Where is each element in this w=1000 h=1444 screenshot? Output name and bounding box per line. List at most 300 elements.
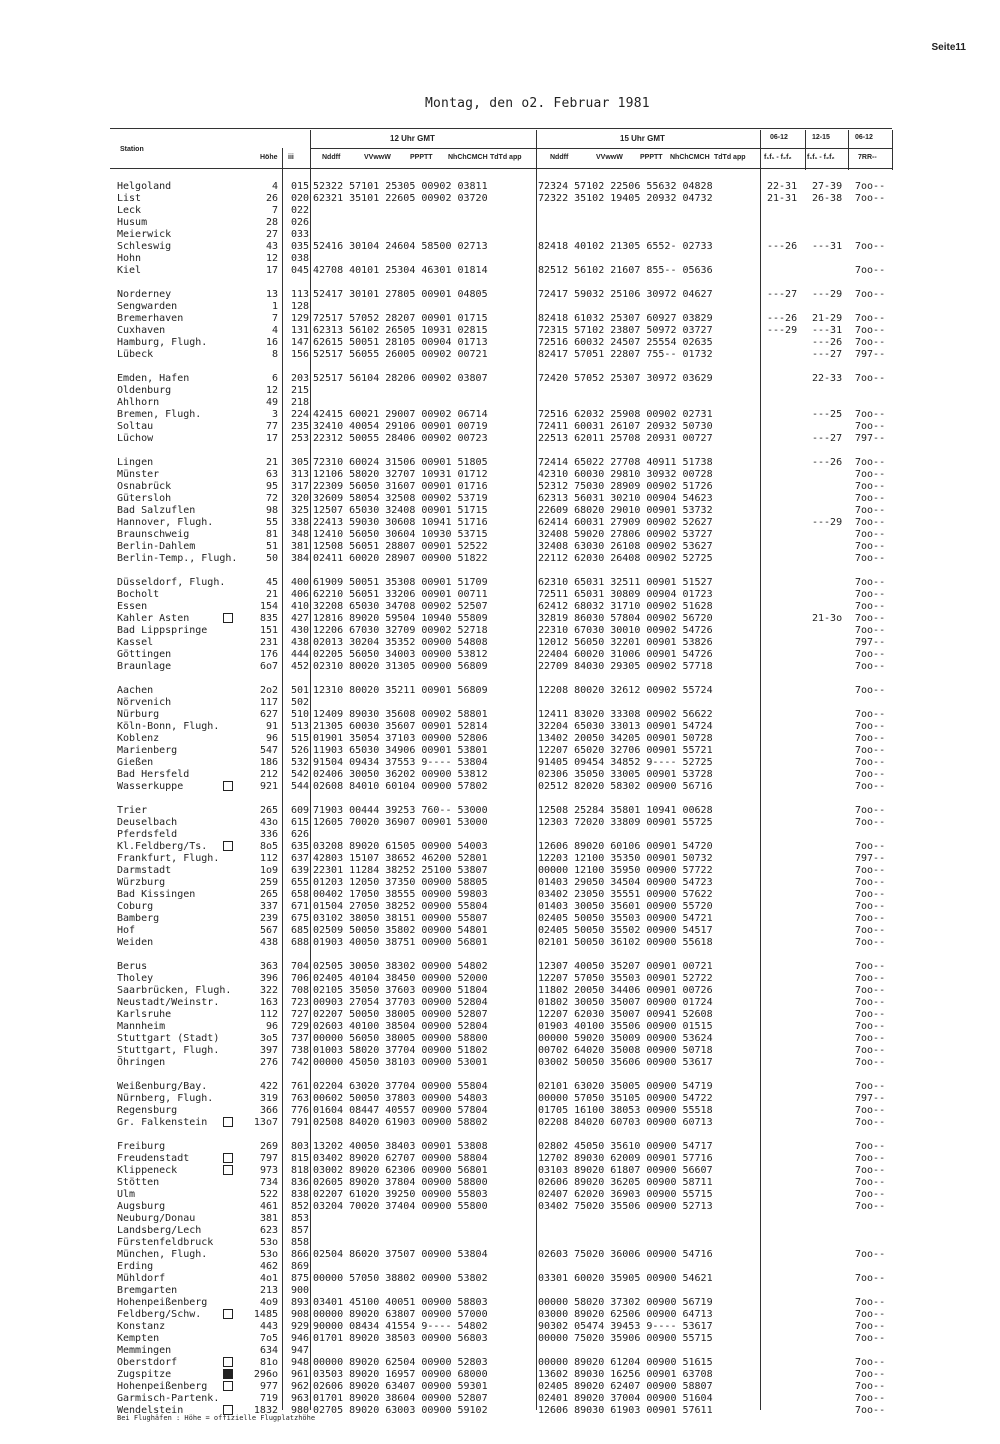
station-height: 12 xyxy=(265,385,278,396)
precip-06-12: 797-- xyxy=(855,1093,886,1104)
station-height: 319 xyxy=(259,1093,278,1104)
station-height: 259 xyxy=(259,877,278,888)
header-c1: 06-12 xyxy=(770,134,788,141)
precip-06-12: 7oo-- xyxy=(855,241,886,252)
obs-12utc: 42415 60021 29007 00902 06714 xyxy=(313,409,488,420)
obs-12utc: 01701 89020 38503 00900 56803 xyxy=(313,1333,488,1344)
obs-15utc: 12606 89030 61903 00901 57611 xyxy=(538,1405,713,1416)
station-id: 317 xyxy=(291,481,310,492)
station-id: 893 xyxy=(291,1297,310,1308)
station-name: Bremgarten xyxy=(117,1285,178,1296)
obs-15utc: 82512 56102 21607 855-- 05636 xyxy=(538,265,713,276)
wind-12-15: ---26 xyxy=(812,337,843,348)
wind-06-12: ---26 xyxy=(767,241,798,252)
precip-06-12: 7oo-- xyxy=(855,925,886,936)
obs-12utc: 02508 84020 61903 00900 58802 xyxy=(313,1117,488,1128)
station-name: Oberstdorf xyxy=(117,1357,178,1368)
station-id: 147 xyxy=(291,337,310,348)
station-height: 422 xyxy=(259,1081,278,1092)
obs-12utc: 32410 40054 29106 00901 00719 xyxy=(313,421,488,432)
station-name: Nürburg xyxy=(117,709,160,720)
station-name: Gütersloh xyxy=(117,493,172,504)
obs-12utc: 01003 58020 37704 00900 51802 xyxy=(313,1045,488,1056)
station-name: Aachen xyxy=(117,685,154,696)
station-id: 544 xyxy=(291,781,310,792)
station-height: 112 xyxy=(259,853,278,864)
station-name: Hannover, Flugh. xyxy=(117,517,214,528)
station-id: 348 xyxy=(291,529,310,540)
station-height: 269 xyxy=(259,1141,278,1152)
station-name: Emden, Hafen xyxy=(117,373,190,384)
station-name: Bamberg xyxy=(117,913,160,924)
obs-15utc: 02101 63020 35005 00900 54719 xyxy=(538,1081,713,1092)
station-height: 51 xyxy=(265,541,278,552)
station-name: Ulm xyxy=(117,1189,136,1200)
station-name: Klippeneck xyxy=(117,1165,178,1176)
station-name: Darmstadt xyxy=(117,865,172,876)
obs-12utc: 12410 56050 30604 10930 53715 xyxy=(313,529,488,540)
precip-06-12: 7oo-- xyxy=(855,1033,886,1044)
obs-15utc: 02401 89020 37004 00900 51604 xyxy=(538,1393,713,1404)
col-divider xyxy=(892,130,893,170)
obs-15utc: 00000 59020 35009 00900 53624 xyxy=(538,1033,713,1044)
station-name: Koblenz xyxy=(117,733,160,744)
station-name: Kassel xyxy=(117,637,154,648)
station-height: 55 xyxy=(265,517,278,528)
station-name: Freiburg xyxy=(117,1141,166,1152)
obs-15utc: 62310 65031 32511 00901 51527 xyxy=(538,577,713,588)
obs-12utc: 61909 50051 35308 00901 51709 xyxy=(313,577,488,588)
precip-06-12: 7oo-- xyxy=(855,985,886,996)
station-name: Kiel xyxy=(117,265,142,276)
obs-15utc: 00000 12100 35950 00900 57722 xyxy=(538,865,713,876)
obs-12utc: 02205 56050 34003 00900 53812 xyxy=(313,649,488,660)
obs-15utc: 02603 75020 36006 00900 54716 xyxy=(538,1249,713,1260)
station-height: 381 xyxy=(259,1213,278,1224)
obs-12utc: 52416 30104 24604 58500 02713 xyxy=(313,241,488,252)
obs-12utc: 71903 00444 39253 760-- 53000 xyxy=(313,805,488,816)
station-height: 4 xyxy=(271,181,278,192)
obs-12utc: 12605 70020 36907 00901 53000 xyxy=(313,817,488,828)
station-height: 438 xyxy=(259,937,278,948)
obs-12utc: 03208 89020 61505 00900 54003 xyxy=(313,841,488,852)
precip-06-12: 797-- xyxy=(855,433,886,444)
station-height: 719 xyxy=(259,1393,278,1404)
obs-12utc: 03503 89020 16957 00900 68000 xyxy=(313,1369,488,1380)
precip-06-12: 7oo-- xyxy=(855,1405,886,1416)
precip-06-12: 7oo-- xyxy=(855,1105,886,1116)
precip-06-12: 7oo-- xyxy=(855,553,886,564)
station-name: Landsberg/Lech xyxy=(117,1225,202,1236)
obs-12utc: 62615 50051 28105 00904 01713 xyxy=(313,337,488,348)
mountain-station-marker xyxy=(223,1369,233,1379)
wind-12-15: ---31 xyxy=(812,325,843,336)
station-name: Wasserkuppe xyxy=(117,781,184,792)
precip-06-12: 7oo-- xyxy=(855,1021,886,1032)
obs-12utc: 12816 89020 59504 10940 55809 xyxy=(313,613,488,624)
station-id: 113 xyxy=(291,289,310,300)
header-col2: VVwwW xyxy=(364,154,391,161)
obs-15utc: 13402 20050 34205 00901 50728 xyxy=(538,733,713,744)
station-name: Bremen, Flugh. xyxy=(117,409,202,420)
obs-12utc: 02204 63020 37704 00900 55804 xyxy=(313,1081,488,1092)
obs-15utc: 02208 84020 60703 00900 60713 xyxy=(538,1117,713,1128)
obs-15utc: 91405 09454 34852 9---- 52725 xyxy=(538,757,713,768)
station-id: 338 xyxy=(291,517,310,528)
station-name: Köln-Bonn, Flugh. xyxy=(117,721,220,732)
station-id: 026 xyxy=(291,217,310,228)
obs-15utc: 62313 56031 30210 00904 54623 xyxy=(538,493,713,504)
header-iii: iii xyxy=(288,154,294,161)
station-name: Regensburg xyxy=(117,1105,178,1116)
obs-15utc: 72417 59032 25106 30972 04627 xyxy=(538,289,713,300)
obs-12utc: 03204 70020 37404 00900 55800 xyxy=(313,1201,488,1212)
station-id: 128 xyxy=(291,301,310,312)
station-name: Göttingen xyxy=(117,649,172,660)
precip-06-12: 7oo-- xyxy=(855,1357,886,1368)
mountain-station-marker xyxy=(223,1165,233,1175)
station-height: 13o7 xyxy=(253,1117,278,1128)
station-id: 325 xyxy=(291,505,310,516)
obs-12utc: 02705 89020 63003 00900 59102 xyxy=(313,1405,488,1416)
station-height: 63 xyxy=(265,469,278,480)
station-height: 973 xyxy=(259,1165,278,1176)
station-id: 961 xyxy=(291,1369,310,1380)
precip-06-12: 7oo-- xyxy=(855,1009,886,1020)
precip-06-12: 7oo-- xyxy=(855,1141,886,1152)
station-name: Braunschweig xyxy=(117,529,190,540)
precip-06-12: 7oo-- xyxy=(855,457,886,468)
page-label: Seite11 xyxy=(931,42,966,53)
obs-12utc: 62321 35101 22605 00902 03720 xyxy=(313,193,488,204)
station-name: Gießen xyxy=(117,757,154,768)
station-height: 396 xyxy=(259,973,278,984)
station-height: 213 xyxy=(259,1285,278,1296)
wind-12-15: ---27 xyxy=(812,349,843,360)
station-id: 129 xyxy=(291,313,310,324)
precip-06-12: 7oo-- xyxy=(855,901,886,912)
station-id: 626 xyxy=(291,829,310,840)
mountain-station-marker xyxy=(223,1117,233,1127)
station-height: 49 xyxy=(265,397,278,408)
precip-06-12: 7oo-- xyxy=(855,325,886,336)
obs-15utc: 32819 86030 57804 00902 56720 xyxy=(538,613,713,624)
obs-15utc: 72324 57102 22506 55632 04828 xyxy=(538,181,713,192)
station-id: 381 xyxy=(291,541,310,552)
station-height: 77 xyxy=(265,421,278,432)
station-height: 1485 xyxy=(253,1309,278,1320)
precip-06-12: 7oo-- xyxy=(855,997,886,1008)
precip-06-12: 7oo-- xyxy=(855,1369,886,1380)
wind-12-15: 27-39 xyxy=(812,181,843,192)
obs-15utc: 02405 50050 35502 00900 54517 xyxy=(538,925,713,936)
obs-15utc: 02606 89020 36205 00900 58711 xyxy=(538,1177,713,1188)
mountain-station-marker xyxy=(223,1357,233,1367)
station-name: Zugspitze xyxy=(117,1369,172,1380)
station-name: Marienberg xyxy=(117,745,178,756)
precip-06-12: 7oo-- xyxy=(855,1393,886,1404)
station-id: 020 xyxy=(291,193,310,204)
station-height: 21 xyxy=(265,589,278,600)
wind-12-15: 21-29 xyxy=(812,313,843,324)
station-name: Berus xyxy=(117,961,148,972)
obs-12utc: 03002 89020 62306 00900 56801 xyxy=(313,1165,488,1176)
station-name: Weiden xyxy=(117,937,154,948)
precip-06-12: 797-- xyxy=(855,637,886,648)
station-height: 96 xyxy=(265,1021,278,1032)
obs-15utc: 22709 84030 29305 00902 57718 xyxy=(538,661,713,672)
obs-12utc: 42803 15107 38652 46200 52801 xyxy=(313,853,488,864)
obs-15utc: 02405 89020 62407 00900 58807 xyxy=(538,1381,713,1392)
station-id: 235 xyxy=(291,421,310,432)
station-height: 322 xyxy=(259,985,278,996)
station-name: Norderney xyxy=(117,289,172,300)
obs-15utc: 01903 40100 35506 00900 01515 xyxy=(538,1021,713,1032)
precip-06-12: 7oo-- xyxy=(855,373,886,384)
obs-12utc: 02013 30204 35352 00900 54808 xyxy=(313,637,488,648)
precip-06-12: 7oo-- xyxy=(855,757,886,768)
precip-06-12: 7oo-- xyxy=(855,865,886,876)
obs-12utc: 22309 56050 31607 00901 01716 xyxy=(313,481,488,492)
station-id: 400 xyxy=(291,577,310,588)
station-height: 567 xyxy=(259,925,278,936)
station-name: Memmingen xyxy=(117,1345,172,1356)
header-hoehe: Höhe xyxy=(260,154,278,161)
obs-12utc: 00000 45050 38103 00900 53001 xyxy=(313,1057,488,1068)
station-height: 4o1 xyxy=(259,1273,278,1284)
station-height: 151 xyxy=(259,625,278,636)
header-15utc: 15 Uhr GMT xyxy=(620,134,665,143)
station-id: 526 xyxy=(291,745,310,756)
station-id: 156 xyxy=(291,349,310,360)
station-height: 461 xyxy=(259,1201,278,1212)
obs-12utc: 02105 35050 37603 00900 51804 xyxy=(313,985,488,996)
precip-06-12: 7oo-- xyxy=(855,493,886,504)
footer-note: Bei Flughäfen : Höhe = offizielle Flugplatzhöhe xyxy=(117,1414,316,1422)
station-height: 276 xyxy=(259,1057,278,1068)
precip-06-12: 7oo-- xyxy=(855,469,886,480)
station-name: Bad Salzuflen xyxy=(117,505,196,516)
obs-15utc: 72516 62032 25908 00902 02731 xyxy=(538,409,713,420)
obs-15utc: 01802 30050 35007 00900 01724 xyxy=(538,997,713,1008)
header-s1: f₁f₁ - f₂f₂ xyxy=(764,154,792,161)
station-id: 655 xyxy=(291,877,310,888)
obs-12utc: 62313 56102 26505 10931 02815 xyxy=(313,325,488,336)
station-name: Leck xyxy=(117,205,142,216)
header-col3: PPPTT xyxy=(410,154,433,161)
obs-15utc: 52312 75030 28909 00902 51726 xyxy=(538,481,713,492)
station-name: Berlin-Dahlem xyxy=(117,541,196,552)
precip-06-12: 7oo-- xyxy=(855,1165,886,1176)
station-height: 397 xyxy=(259,1045,278,1056)
station-height: 26 xyxy=(265,193,278,204)
obs-12utc: 52322 57101 25305 00902 03811 xyxy=(313,181,488,192)
obs-12utc: 02606 89020 63407 00900 59301 xyxy=(313,1381,488,1392)
precip-06-12: 7oo-- xyxy=(855,601,886,612)
precip-06-12: 7oo-- xyxy=(855,1297,886,1308)
station-height: 7 xyxy=(271,205,278,216)
station-height: 81o xyxy=(259,1357,278,1368)
obs-15utc: 62414 60031 27909 00902 52627 xyxy=(538,517,713,528)
obs-12utc: 12106 58020 32707 10931 01712 xyxy=(313,469,488,480)
obs-15utc: 00000 75020 35906 00900 55715 xyxy=(538,1333,713,1344)
station-id: 510 xyxy=(291,709,310,720)
header-col5: TdTd app xyxy=(490,154,522,161)
col-divider xyxy=(536,130,537,1410)
obs-12utc: 03102 38050 38151 00900 55807 xyxy=(313,913,488,924)
station-name: Feldberg/Schw. xyxy=(117,1309,202,1320)
obs-12utc: 52517 56055 26005 00902 00721 xyxy=(313,349,488,360)
obs-15utc: 03002 50050 35606 00900 53617 xyxy=(538,1057,713,1068)
obs-12utc: 22413 59030 30608 10941 51716 xyxy=(313,517,488,528)
wind-06-12: 21-31 xyxy=(767,193,798,204)
station-height: 13 xyxy=(265,289,278,300)
station-name: Essen xyxy=(117,601,148,612)
precip-06-12: 7oo-- xyxy=(855,745,886,756)
station-id: 900 xyxy=(291,1285,310,1296)
station-id: 218 xyxy=(291,397,310,408)
obs-12utc: 02405 40104 38450 00900 52000 xyxy=(313,973,488,984)
obs-15utc: 72420 57052 25307 30972 03629 xyxy=(538,373,713,384)
station-id: 803 xyxy=(291,1141,310,1152)
station-name: Helgoland xyxy=(117,181,172,192)
station-height: 296o xyxy=(253,1369,278,1380)
station-name: Garmisch-Partenk. xyxy=(117,1393,220,1404)
station-id: 908 xyxy=(291,1309,310,1320)
obs-15utc: 01403 30050 35601 00900 55720 xyxy=(538,901,713,912)
station-name: München, Flugh. xyxy=(117,1249,208,1260)
obs-12utc: 00000 56050 38005 00900 58800 xyxy=(313,1033,488,1044)
station-name: Wendelstein xyxy=(117,1405,184,1416)
obs-12utc: 22301 11284 38252 25100 53807 xyxy=(313,865,488,876)
station-name: Saarbrücken, Flugh. xyxy=(117,985,232,996)
station-id: 737 xyxy=(291,1033,310,1044)
obs-15utc: 12207 57050 35503 00901 52722 xyxy=(538,973,713,984)
precip-06-12: 7oo-- xyxy=(855,937,886,948)
header-col10: TdTd app xyxy=(714,154,746,161)
station-height: 21 xyxy=(265,457,278,468)
obs-15utc: 22112 62030 26408 00902 52725 xyxy=(538,553,713,564)
precip-06-12: 7oo-- xyxy=(855,961,886,972)
wind-06-12: 22-31 xyxy=(767,181,798,192)
obs-12utc: 02509 50050 35802 00900 54801 xyxy=(313,925,488,936)
station-height: 8 xyxy=(271,349,278,360)
obs-12utc: 00903 27054 37703 00900 52804 xyxy=(313,997,488,1008)
header-col7: VVwwW xyxy=(596,154,623,161)
station-height: 16 xyxy=(265,337,278,348)
station-height: 265 xyxy=(259,805,278,816)
station-id: 637 xyxy=(291,853,310,864)
station-height: 443 xyxy=(259,1321,278,1332)
precip-06-12: 7oo-- xyxy=(855,181,886,192)
station-height: 231 xyxy=(259,637,278,648)
precip-06-12: 7oo-- xyxy=(855,841,886,852)
station-id: 224 xyxy=(291,409,310,420)
obs-12utc: 12310 80020 35211 00901 56809 xyxy=(313,685,488,696)
station-height: 797 xyxy=(259,1153,278,1164)
header-12utc: 12 Uhr GMT xyxy=(390,134,435,143)
obs-12utc: 02411 60020 28907 00900 51822 xyxy=(313,553,488,564)
station-id: 131 xyxy=(291,325,310,336)
obs-12utc: 22312 50055 28406 00902 00723 xyxy=(313,433,488,444)
precip-06-12: 7oo-- xyxy=(855,289,886,300)
station-name: Husum xyxy=(117,217,148,228)
station-name: Freudenstadt xyxy=(117,1153,190,1164)
mountain-station-marker xyxy=(223,781,233,791)
station-id: 852 xyxy=(291,1201,310,1212)
obs-12utc: 02310 80020 31305 00900 56809 xyxy=(313,661,488,672)
obs-15utc: 12208 80020 32612 00902 55724 xyxy=(538,685,713,696)
obs-12utc: 32609 58054 32508 00902 53719 xyxy=(313,493,488,504)
station-height: 81 xyxy=(265,529,278,540)
station-height: 163 xyxy=(259,997,278,1008)
wind-12-15: ---31 xyxy=(812,241,843,252)
precip-06-12: 797-- xyxy=(855,349,886,360)
station-height: 72 xyxy=(265,493,278,504)
station-id: 946 xyxy=(291,1333,310,1344)
station-name: Karlsruhe xyxy=(117,1009,172,1020)
obs-15utc: 03301 60020 35905 00900 54621 xyxy=(538,1273,713,1284)
station-height: 734 xyxy=(259,1177,278,1188)
station-name: Gr. Falkenstein xyxy=(117,1117,208,1128)
obs-12utc: 90000 08434 41554 9---- 54802 xyxy=(313,1321,488,1332)
station-height: 17 xyxy=(265,265,278,276)
obs-12utc: 02605 89020 37804 00900 58800 xyxy=(313,1177,488,1188)
station-name: Ahlhorn xyxy=(117,397,160,408)
station-height: 154 xyxy=(259,601,278,612)
mountain-station-marker xyxy=(223,1309,233,1319)
precip-06-12: 7oo-- xyxy=(855,337,886,348)
wind-12-15: 22-33 xyxy=(812,373,843,384)
precip-06-12: 7oo-- xyxy=(855,817,886,828)
obs-15utc: 32204 65030 33013 00901 54724 xyxy=(538,721,713,732)
station-name: Bad Kissingen xyxy=(117,889,196,900)
station-height: 2o2 xyxy=(259,685,278,696)
precip-06-12: 7oo-- xyxy=(855,589,886,600)
obs-15utc: 12702 89030 62009 00901 57716 xyxy=(538,1153,713,1164)
obs-15utc: 62412 68032 31710 00902 51628 xyxy=(538,601,713,612)
station-id: 430 xyxy=(291,625,310,636)
station-height: 7o5 xyxy=(259,1333,278,1344)
station-name: Fürstenfeldbruck xyxy=(117,1237,214,1248)
obs-12utc: 03401 45100 40051 00900 58803 xyxy=(313,1297,488,1308)
obs-12utc: 02603 40100 38504 00900 52804 xyxy=(313,1021,488,1032)
obs-12utc: 02207 61020 39250 00900 55803 xyxy=(313,1189,488,1200)
station-id: 515 xyxy=(291,733,310,744)
obs-15utc: 12203 12100 35350 00901 50732 xyxy=(538,853,713,864)
header-c3: 06-12 xyxy=(855,134,873,141)
precip-06-12: 7oo-- xyxy=(855,1309,886,1320)
station-height: 91 xyxy=(265,721,278,732)
obs-15utc: 12303 72020 33809 00901 55725 xyxy=(538,817,713,828)
wind-12-15: 21-3o xyxy=(812,613,843,624)
obs-12utc: 01701 89020 38604 00900 52807 xyxy=(313,1393,488,1404)
station-height: 1o9 xyxy=(259,865,278,876)
header-col9: NhChCMCH xyxy=(670,154,710,161)
precip-06-12: 7oo-- xyxy=(855,769,886,780)
station-id: 406 xyxy=(291,589,310,600)
obs-12utc: 32208 65030 34708 00902 52507 xyxy=(313,601,488,612)
station-height: 53o xyxy=(259,1249,278,1260)
obs-15utc: 02802 45050 35610 00900 54717 xyxy=(538,1141,713,1152)
precip-06-12: 7oo-- xyxy=(855,1177,886,1188)
wind-12-15: ---27 xyxy=(812,433,843,444)
precip-06-12: 7oo-- xyxy=(855,1153,886,1164)
station-id: 203 xyxy=(291,373,310,384)
precip-06-12: 7oo-- xyxy=(855,649,886,660)
station-id: 658 xyxy=(291,889,310,900)
obs-12utc: 02504 86020 37507 00900 53804 xyxy=(313,1249,488,1260)
